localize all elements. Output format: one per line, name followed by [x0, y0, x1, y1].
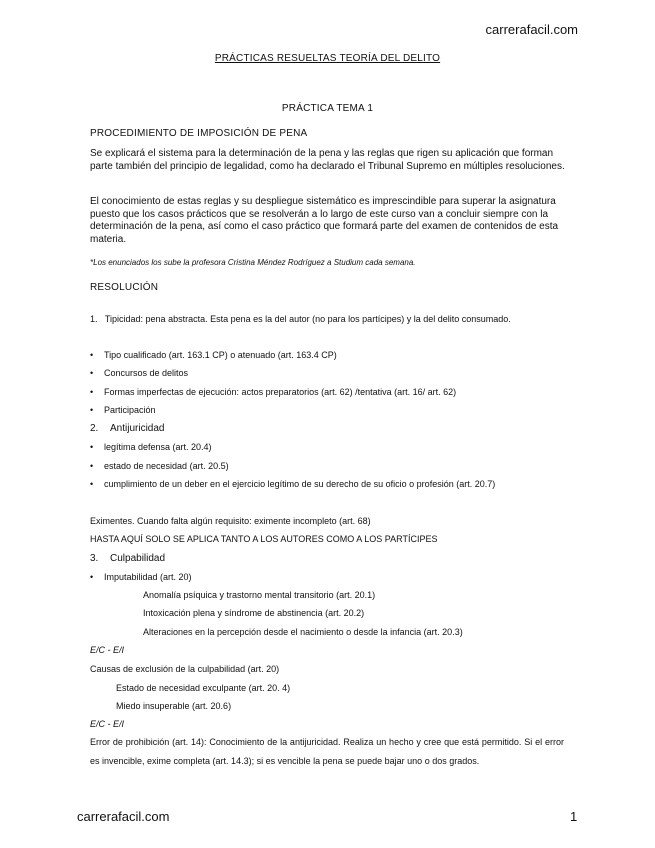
list-item: • Tipo cualificado (art. 163.1 CP) o atenuado (art. 163.4 CP): [90, 350, 337, 360]
tipicidad-paragraph: [90, 310, 564, 329]
footnote-professor: *Los enunciados los sube la profesora Cristina Méndez Rodríguez a Studium cada semana.: [90, 258, 416, 267]
sub-item: Miedo insuperable (art. 20.6): [116, 701, 232, 711]
culpabilidad-heading: 3. Culpabilidad: [90, 553, 166, 564]
ec-ei-label: E/C - E/I: [90, 645, 125, 655]
error-paragraph: Error de prohibición (art. 14): Conocimiento de la antijuricidad. Realiza un hecho y cree que está permitido. Si el error es invencible, exime completa (art. 14.3); si es vencible la pena se puede bajar uno o dos grados.: [90, 737, 564, 766]
ec-ei-label: E/C - E/I: [90, 719, 125, 729]
antijuricidad-heading: 2. Antijuricidad: [90, 423, 165, 434]
page-number: 1: [570, 809, 578, 824]
tipicidad-text: Tipicidad: pena abstracta. Esta pena es la del autor (no para los partícipes) y la del delito consumado.: [104, 314, 511, 324]
list-item: • Concursos de delitos: [90, 368, 189, 378]
document-title: PRÁCTICAS RESUELTAS TEORÍA DEL DELITO: [214, 53, 441, 64]
resolution-heading: RESOLUCIÓN: [90, 282, 159, 293]
hasta-line: HASTA AQUÍ SOLO SE APLICA TANTO A LOS AUTORES COMO A LOS PARTÍCIPES: [90, 534, 438, 544]
paragraph-intro: Se explicará el sistema para la determinación de la pena y las reglas que rigen su aplicación que forman parte también del principio de legalidad, como ha declarado el Tribunal Supremo en múltiples resoluciones.: [90, 148, 565, 172]
list-item: • Participación: [90, 405, 156, 415]
header-site: carrerafacil.com: [485, 22, 578, 37]
practice-subtitle: PRÁCTICA TEMA 1: [281, 103, 374, 114]
sub-item: Intoxicación plena y síndrome de abstinencia (art. 20.2): [143, 608, 365, 618]
list-item: • Imputabilidad (art. 20): [90, 572, 192, 582]
paragraph-knowledge: El conocimiento de estas reglas y su despliegue sistemático es imprescindible para superar la asignatura puesto que los casos prácticos que se resolverán a lo largo de este curso van a concluir siempre con la determinación de la pena, así como el caso práctico que formará parte del examen de contenidos de esta materia.: [90, 196, 559, 245]
list-item: • cumplimiento de un deber en el ejercicio legítimo de su derecho de su oficio o profesión (art. 20.7): [90, 479, 496, 489]
tipicidad-number: 1.: [90, 314, 98, 324]
footer-site: carrerafacil.com: [77, 809, 170, 824]
list-item: • legítima defensa (art. 20.4): [90, 442, 212, 452]
causas-heading: Causas de exclusión de la culpabilidad (art. 20): [90, 664, 280, 674]
section-heading: PROCEDIMIENTO DE IMPOSICIÓN DE PENA: [90, 128, 308, 139]
sub-item: Estado de necesidad exculpante (art. 20. 4): [116, 683, 291, 693]
list-item: • Formas imperfectas de ejecución: actos preparatorios (art. 62) /tentativa (art. 16/ art. 62): [90, 387, 457, 397]
sub-item: Anomalía psíquica y trastorno mental transitorio (art. 20.1): [143, 590, 376, 600]
sub-item: Alteraciones en la percepción desde el nacimiento o desde la infancia (art. 20.3): [143, 627, 463, 637]
eximentes-line: Eximentes. Cuando falta algún requisito: eximente incompleto (art. 68): [90, 516, 371, 526]
list-item: • estado de necesidad (art. 20.5): [90, 461, 229, 471]
